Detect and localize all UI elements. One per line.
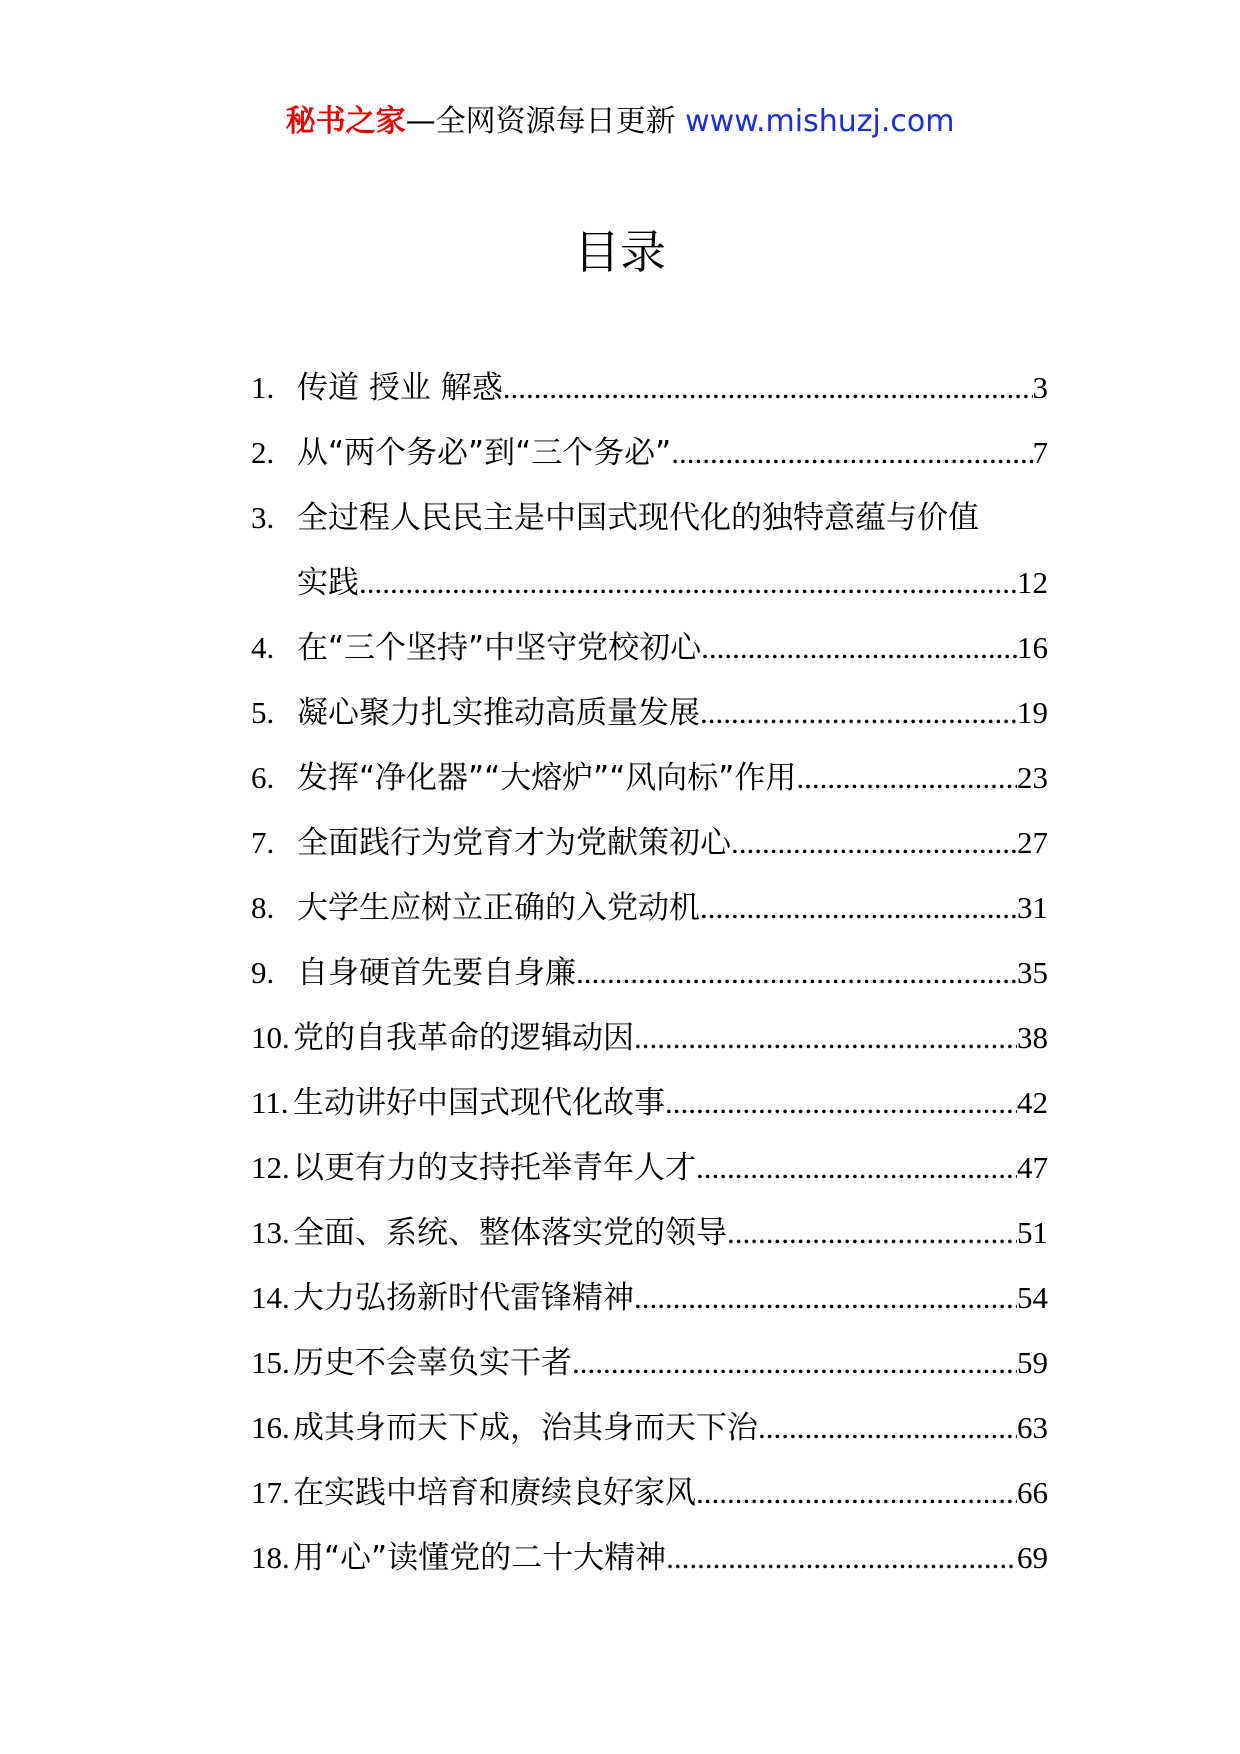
toc-number: 13. (251, 1215, 290, 1250)
toc-title: 大力弘扬新时代雷锋精神 (293, 1280, 634, 1316)
toc-page-number: 51 (1017, 1215, 1048, 1250)
toc-title: 全面践行为党育才为党献策初心 (297, 825, 731, 861)
toc-title-continuation: 实践 (297, 565, 359, 601)
toc-number: 6. (251, 760, 275, 795)
site-banner (0, 100, 1240, 144)
toc-page-number: 59 (1017, 1345, 1048, 1380)
dot-leader (696, 1135, 1017, 1200)
toc-title: 大学生应树立正确的入党动机 (297, 890, 700, 926)
toc-page-number: 19 (1017, 695, 1048, 730)
toc-number: 14. (251, 1280, 290, 1315)
toc-title: 在实践中培育和赓续良好家风 (293, 1475, 696, 1511)
dot-leader (572, 1330, 1017, 1395)
toc-title: 用“心”读懂党的二十大精神 (293, 1540, 667, 1576)
toc-entry[interactable] (251, 1265, 1048, 1330)
toc-entry[interactable] (251, 1395, 1048, 1460)
dot-leader (700, 875, 1017, 940)
toc-entry[interactable] (251, 1005, 1048, 1070)
toc-title: 全面、系统、整体落实党的领导 (293, 1215, 727, 1251)
toc-title: 自身硬首先要自身廉 (297, 955, 576, 991)
dot-leader (731, 810, 1017, 875)
toc-entry[interactable] (251, 875, 1048, 940)
toc-number: 11. (251, 1085, 289, 1120)
dot-leader (727, 1200, 1017, 1265)
toc-page-number: 16 (1017, 630, 1048, 665)
brand-name: 秘书之家 (285, 104, 406, 139)
toc-page-number: 66 (1017, 1475, 1048, 1510)
toc-number: 4. (251, 630, 275, 665)
toc-number: 12. (251, 1150, 290, 1185)
dot-leader (671, 420, 1032, 485)
toc-page-number: 35 (1017, 955, 1048, 990)
toc-page-number: 23 (1017, 760, 1048, 795)
toc-entry[interactable] (251, 615, 1048, 680)
toc-entry[interactable] (251, 680, 1048, 745)
toc-entry[interactable] (251, 1525, 1048, 1590)
toc-title: 全过程人民民主是中国式现代化的独特意蕴与价值 (297, 500, 979, 536)
dot-leader (666, 1525, 1017, 1590)
toc-entry[interactable] (251, 1200, 1048, 1265)
toc-title: 党的自我革命的逻辑动因 (293, 1020, 634, 1056)
toc-title: 凝心聚力扎实推动高质量发展 (297, 695, 700, 731)
dot-leader (503, 355, 1033, 420)
toc-number: 10. (251, 1020, 290, 1055)
page-title: 目录 (574, 225, 666, 279)
toc-page-number: 42 (1017, 1085, 1048, 1120)
toc-entry[interactable] (251, 1135, 1048, 1200)
toc-title: 生动讲好中国式现代化故事 (293, 1085, 665, 1121)
toc-title: 以更有力的支持托举青年人才 (293, 1150, 696, 1186)
dot-leader (634, 1005, 1017, 1070)
dot-leader (758, 1395, 1017, 1460)
dot-leader (696, 1460, 1017, 1525)
toc-number: 15. (251, 1345, 290, 1380)
toc-title: 成其身而天下成，治其身而天下治 (293, 1410, 758, 1446)
banner-tagline: —全网资源每日更新 (405, 104, 686, 139)
toc-title: 传道 授业 解惑 (297, 370, 503, 406)
toc-entry[interactable] (251, 1330, 1048, 1395)
toc-number: 7. (251, 825, 275, 860)
toc-entry[interactable] (251, 355, 1048, 420)
dot-leader (359, 550, 1017, 615)
dot-leader (634, 1265, 1017, 1330)
toc-number: 17. (251, 1475, 290, 1510)
toc-entry[interactable] (251, 485, 1048, 615)
toc-title: 历史不会辜负实干者 (293, 1345, 572, 1381)
dot-leader (701, 615, 1017, 680)
toc-page-number: 7 (1032, 435, 1048, 470)
toc-number: 16. (251, 1410, 290, 1445)
toc-page-number: 38 (1017, 1020, 1048, 1055)
toc-number: 1. (251, 370, 275, 405)
toc-entry[interactable] (251, 745, 1048, 810)
toc-page-number: 27 (1017, 825, 1048, 860)
dot-leader (576, 940, 1017, 1005)
toc-entry[interactable] (251, 810, 1048, 875)
toc-number: 2. (251, 435, 275, 470)
toc-title: 从“两个务必”到“三个务必” (297, 435, 672, 471)
toc-number: 3. (251, 500, 275, 535)
toc-title: 在“三个坚持”中坚守党校初心 (297, 630, 702, 666)
toc-page-number: 3 (1032, 370, 1048, 405)
toc-title: 发挥“净化器”“大熔炉”“风向标”作用 (297, 760, 797, 796)
toc-page-number: 47 (1017, 1150, 1048, 1185)
toc-page-number: 54 (1017, 1280, 1048, 1315)
toc-page-number: 12 (1017, 565, 1048, 600)
toc-number: 18. (251, 1540, 290, 1575)
site-url[interactable]: www.mishuzj.com (685, 104, 955, 139)
toc-page-number: 69 (1017, 1540, 1048, 1575)
dot-leader (665, 1070, 1017, 1135)
toc-number: 8. (251, 890, 275, 925)
toc-page-number: 63 (1017, 1410, 1048, 1445)
dot-leader (796, 745, 1017, 810)
toc-entry[interactable] (251, 940, 1048, 1005)
toc-number: 9. (251, 955, 275, 990)
toc-entry[interactable] (251, 1070, 1048, 1135)
dot-leader (700, 680, 1017, 745)
toc-number: 5. (251, 695, 275, 730)
table-of-contents (251, 355, 1048, 1590)
toc-entry[interactable] (251, 1460, 1048, 1525)
toc-page-number: 31 (1017, 890, 1048, 925)
toc-entry[interactable] (251, 420, 1048, 485)
